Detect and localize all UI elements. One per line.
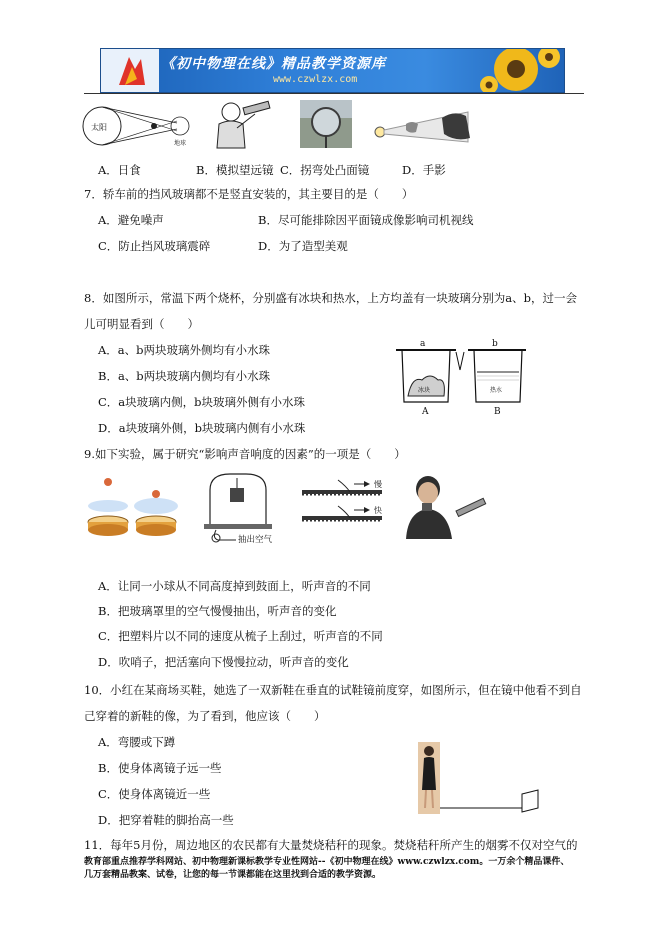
comb-scraping-figure bbox=[298, 472, 398, 532]
ice-label: 冰块 bbox=[418, 387, 431, 394]
q9-option-a: A．让同一小球从不同高度掉到鼓面上，听声音的不同 bbox=[98, 579, 371, 593]
beakers-figure bbox=[392, 336, 530, 418]
q6-option-b: B．模拟望远镜 bbox=[196, 163, 274, 177]
q9-option-d: D．吹哨子，把活塞向下慢慢拉动，听声音的变化 bbox=[98, 655, 349, 669]
q7-option-b: B．尽可能排除因平面镜成像影响司机视线 bbox=[258, 213, 474, 227]
beaker-A-label: A bbox=[422, 407, 429, 417]
q8-stem-line1: 8．如图所示，常温下两个烧杯，分别盛有冰块和热水，上方均盖有一块玻璃分别为a、b，过一会 bbox=[84, 291, 578, 305]
water-label: 热水 bbox=[490, 387, 503, 394]
q7-stem: 7．轿车前的挡风玻璃都不是竖直安装的，其主要目的是（ ） bbox=[84, 187, 414, 201]
q6-option-a: A．日食 bbox=[98, 163, 141, 177]
solar-eclipse-figure bbox=[82, 103, 194, 149]
q8-stem-line2: 儿可明显看到（ ） bbox=[84, 317, 199, 331]
pump-label: 抽出空气 bbox=[238, 535, 273, 544]
q10-option-a: A．弯腰或下蹲 bbox=[98, 735, 176, 749]
q7-option-c: C．防止挡风玻璃震碎 bbox=[98, 239, 211, 253]
sun-label: 太阳 bbox=[91, 123, 107, 132]
q8-option-a: A．a、b两块玻璃外侧均有小水珠 bbox=[98, 343, 271, 357]
glass-b-label: b bbox=[492, 339, 498, 349]
hand-shadow-figure bbox=[370, 108, 476, 144]
q9-stem: 9.如下实验，属于研究“影响声音响度的因素”的一项是（ ） bbox=[84, 447, 406, 461]
q10-stem-line1: 10．小红在某商场买鞋，她选了一双新鞋在垂直的试鞋镜前度穿，如图所示，但在镜中他看不到自 bbox=[84, 683, 582, 697]
q7-option-d: D．为了造型美观 bbox=[258, 239, 348, 253]
q9-option-b: B．把玻璃罩里的空气慢慢抽出，听声音的变化 bbox=[98, 604, 337, 618]
convex-mirror-photo bbox=[300, 100, 352, 148]
footer-line1: 教育部重点推荐学科网站、初中物理新课标教学专业性网站--《初中物理在线》www.czwlzx.com。一万余个精品课件、 bbox=[84, 857, 570, 867]
header-banner bbox=[100, 48, 565, 93]
q8-option-b: B．a、b两块玻璃内侧均有小水珠 bbox=[98, 369, 271, 383]
beaker-B-label: B bbox=[494, 407, 501, 417]
q10-option-c: C．使身体离镜近一些 bbox=[98, 787, 211, 801]
q10-option-b: B．使身体离镜子远一些 bbox=[98, 761, 222, 775]
slow-label: 慢 bbox=[374, 480, 382, 489]
q11-stem: 11．每年5月份，周边地区的农民都有大量焚烧秸秆的现象。焚烧秸秆所产生的烟雾不仅对空气的 bbox=[84, 838, 578, 852]
banner-url: www.czwlzx.com bbox=[273, 74, 358, 85]
q6-option-d: D．手影 bbox=[402, 163, 446, 177]
drum-ball-figure bbox=[84, 472, 180, 542]
header-rule bbox=[84, 93, 584, 94]
footer-line2: 几万套精品教案、试卷，让您的每一节课都能在这里找到合适的教学资源。 bbox=[84, 870, 382, 880]
earth-label: 地球 bbox=[174, 140, 187, 147]
shoe-mirror-figure bbox=[418, 742, 558, 814]
q10-stem-line2: 己穿着的新鞋的像，为了看到，他应该（ ） bbox=[84, 709, 326, 723]
q7-option-a: A．避免噪声 bbox=[98, 213, 164, 227]
q8-option-c: C．a块玻璃内侧，b块玻璃外侧有小水珠 bbox=[98, 395, 306, 409]
glass-a-label: a bbox=[420, 339, 426, 349]
q8-option-d: D．a块玻璃外侧，b块玻璃内侧有小水珠 bbox=[98, 421, 306, 435]
q6-option-c: C．拐弯处凸面镜 bbox=[280, 163, 370, 177]
q10-option-d: D．把穿着鞋的脚抬高一些 bbox=[98, 813, 234, 827]
q9-option-c: C．把塑料片以不同的速度从梳子上刮过，听声音的不同 bbox=[98, 629, 383, 643]
bell-jar-figure bbox=[196, 468, 292, 544]
banner-title: 《初中物理在线》精品教学资源库 bbox=[161, 56, 386, 72]
fast-label: 快 bbox=[374, 506, 382, 515]
whistle-boy-figure bbox=[398, 471, 494, 539]
telescope-boy-figure bbox=[207, 98, 275, 150]
